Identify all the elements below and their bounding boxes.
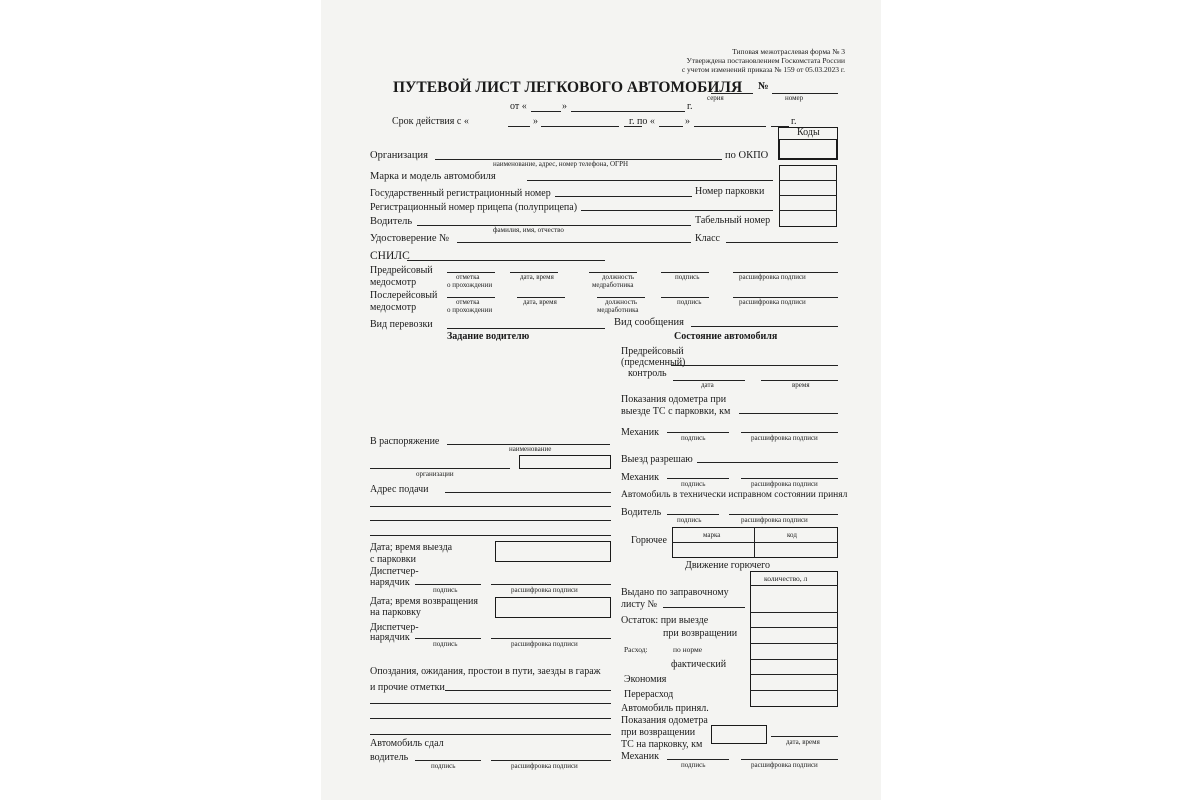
snils-label: СНИЛС	[370, 250, 410, 262]
task-title: Задание водителю	[447, 331, 530, 342]
reg-number-label: Государственный регистрационный номер	[370, 188, 551, 199]
organization-hint: наименование, адрес, номер телефона, ОГРН	[493, 160, 629, 168]
norm-label: по норме	[673, 645, 703, 654]
fuel-label: Горючее	[631, 535, 667, 546]
number-hint: номер	[785, 94, 804, 102]
org-code-box[interactable]	[519, 455, 611, 469]
delays-label: Опоздания, ожидания, простои в пути, заезды в гараж	[370, 666, 601, 677]
post-med-label: Послерейсовый	[370, 290, 438, 301]
mechanic-label-3: Механик	[621, 751, 659, 762]
odometer-return-label: Показания одометра	[621, 715, 708, 726]
state-title: Состояние автомобиля	[674, 331, 778, 342]
fuel-movement-label: Движение горючего	[685, 560, 771, 571]
validity-to-label: г. по «	[629, 116, 655, 127]
form-amendment: с учетом изменений приказа № 159 от 05.03.2023 г.	[681, 65, 845, 74]
transport-type-label: Вид перевозки	[370, 319, 433, 330]
organization-label: Организация	[370, 150, 428, 161]
handed-driver-label: водитель	[370, 752, 409, 763]
number-sign: №	[758, 81, 769, 92]
control-label: Предрейсовый	[621, 346, 684, 357]
mechanic-label-2: Механик	[621, 472, 659, 483]
codes-label: Коды	[797, 127, 820, 138]
pre-med-label: Предрейсовый	[370, 265, 433, 276]
class-label: Класс	[695, 233, 720, 244]
form-approval: Утверждена постановлением Госкомстата России	[686, 56, 845, 65]
car-handed-label: Автомобиль сдал	[370, 738, 444, 749]
waybill-form: Типовая межотраслевая форма № 3 Утверждена постановлением Госкомстата России с учетом изменений приказа № 159 от 05.03.2023 г. ПУТЕВОЙ ЛИСТ ЛЕГКОВОГО АВТОМОБИЛЯ № серия номер от « » г. Срок действия с « » г. по « » г. Коды Организация наименование, адрес, номер телефона, ОГРН по ОКПО Марка и модель автомобиля Государственный регистрационный номер Номер парковки Регистрационный номер прицепа (полуприцепа) Водитель фамилия, имя, отчество Табельный номер Удостоверение № Класс СНИЛС Предрейсовый медосмотр отметка о прохождении дата, время должность медработника подпись расшифровка подписи Послерейсовый медосмотр отметка о прохождении дата, время должность медработника подпись расшифровка подписи Вид перевозки Вид сообщения Задание водителю В распоряжение наименование организации Адрес подачи Дата; время выезда с парковки Диспетчер- нарядчик подпись расшифровка подписи Дата; время возвращения на парковку Диспетчер- нарядчик подпись расшифровка подписи Опоздания, ожидания, простои в пути, заезды в гараж и прочие отметки Автомобиль сдал водитель подпись расшифровка подписи Состояние автомобиля Предрейсовый (предсменный) контроль дата время Показания одометра при выезде ТС с парковки, км Механик подпись расшифровка подписи Выезд разрешаю Механик подпись расшифровка подписи Автомобиль в технически исправном состоянии принял Водитель подпись расшифровка подписи Горючее марка код Движение горючего количество, л Выдано по заправочному листу № Остаток: при выезде при возвращении Расход: по норме фактический Экономия Перерасход Автомобиль принял. Показания одометра при возвращении ТС на парковку, км дата, время Механик подпись расшифровка подписи	[321, 0, 881, 800]
car-accepted-label: Автомобиль принял.	[621, 703, 709, 714]
return-box[interactable]	[495, 597, 611, 618]
dispatcher-label-2: Диспетчер-	[370, 622, 419, 633]
driver-hint: фамилия, имя, отчество	[493, 226, 564, 234]
tech-ok-label: Автомобиль в технически исправном состоянии принял	[621, 490, 848, 500]
disposal-label: В распоряжение	[370, 436, 440, 447]
date-from-label: от «	[510, 101, 527, 112]
tab-number-label: Табельный номер	[695, 215, 771, 226]
driver-label: Водитель	[370, 216, 413, 227]
form-title: ПУТЕВОЙ ЛИСТ ЛЕГКОВОГО АВТОМОБИЛЯ	[393, 79, 743, 96]
car-model-label: Марка и модель автомобиля	[370, 171, 496, 182]
driver-accept-label: Водитель	[621, 507, 662, 518]
parking-number-label: Номер парковки	[695, 186, 765, 197]
odometer-return-box[interactable]	[711, 725, 767, 744]
rest-return-label: при возвращении	[663, 628, 738, 639]
license-label: Удостоверение №	[370, 233, 450, 244]
overrun-label: Перерасход	[624, 689, 674, 700]
economy-label: Экономия	[624, 674, 667, 685]
series-hint: серия	[707, 94, 724, 102]
dispatcher-label-1: Диспетчер-	[370, 566, 419, 577]
trailer-label: Регистрационный номер прицепа (полуприцепа)	[370, 202, 578, 213]
form-type: Типовая межотраслевая форма № 3	[732, 47, 845, 56]
departure-label: Дата; время выезда	[370, 542, 453, 553]
message-type-label: Вид сообщения	[614, 317, 684, 328]
departure-box[interactable]	[495, 541, 611, 562]
codes-grid	[779, 165, 837, 227]
return-label: Дата; время возвращения	[370, 596, 479, 607]
validity-label: Срок действия с «	[392, 116, 469, 127]
consumption-label: Расход:	[624, 645, 648, 654]
exit-allowed-label: Выезд разрешаю	[621, 454, 693, 465]
address-label: Адрес подачи	[370, 484, 429, 495]
actual-label: фактический	[671, 659, 727, 670]
issued-label: Выдано по заправочному	[621, 587, 729, 598]
odometer-out-label: Показания одометра при	[621, 394, 727, 405]
fuel-quantity-table	[750, 571, 838, 707]
mechanic-label-1: Механик	[621, 427, 659, 438]
okpo-label: по ОКПО	[725, 150, 769, 161]
rest-out-label: Остаток: при выезде	[621, 615, 709, 626]
okpo-code-box[interactable]	[779, 139, 837, 159]
